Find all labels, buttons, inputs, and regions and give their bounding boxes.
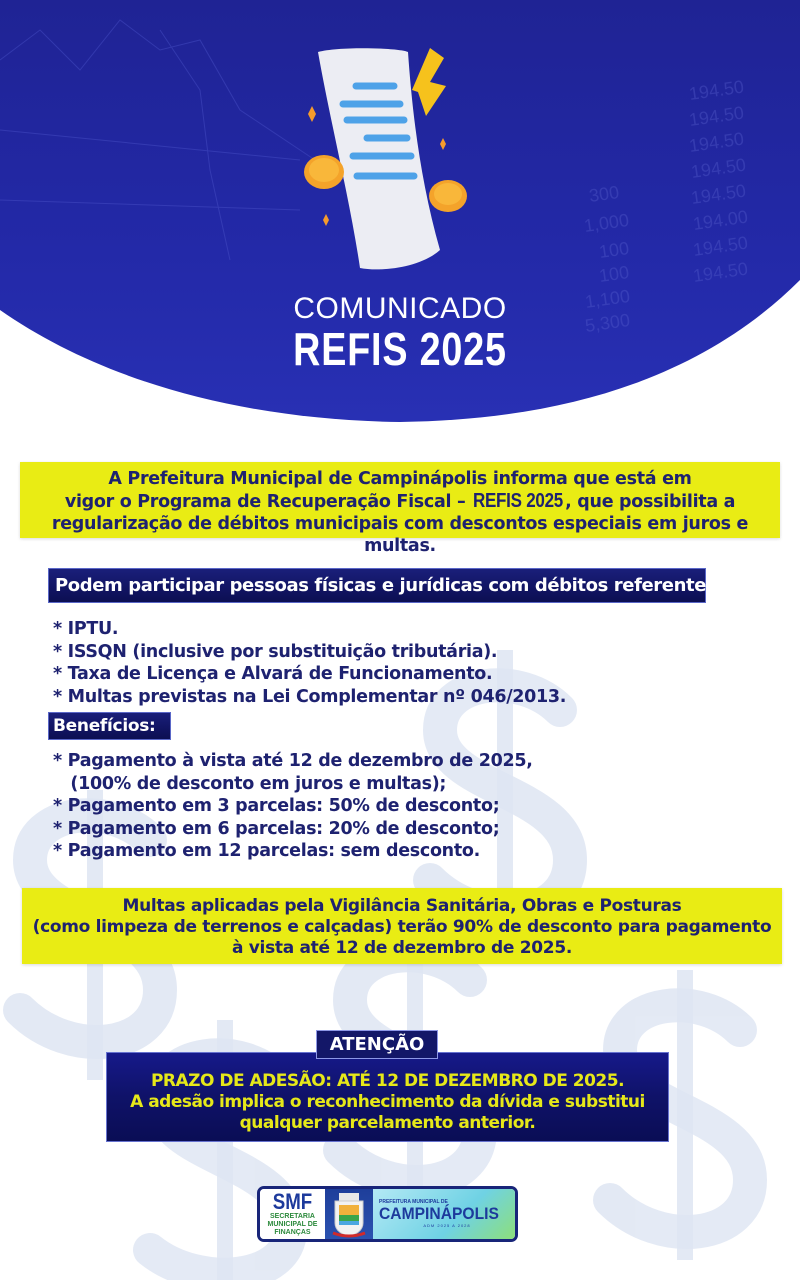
city-name: CAMPINÁPOLIS [379,1204,499,1223]
eligibility-list [53,618,566,708]
eligibility-heading: Podem participar pessoas físicas e jurídicas com débitos referentes a: [48,568,706,603]
refis-highlight: REFIS 2025 [473,490,564,512]
smf-logo [260,1189,325,1239]
intro-notice-box [20,462,780,556]
fines-notice-box [22,888,782,964]
fines-line-3: à vista até 12 de dezembro de 2025. [231,938,573,958]
svg-text:194.00: 194.00 [691,206,750,234]
list-item: * Taxa de Licença e Alvará de Funcionamento. [53,664,493,684]
list-item: * ISSQN (inclusive por substituição tributária). [53,641,498,662]
svg-text:194.50: 194.50 [689,154,748,182]
svg-text:1,100: 1,100 [583,285,632,312]
header-banner [0,0,800,440]
svg-text:1,000: 1,000 [582,209,631,236]
attention-line-3: qualquer parcelamento anterior. [239,1113,536,1133]
attention-tag: ATENÇÃO [316,1030,438,1059]
intro-line-1: A Prefeitura Municipal de Campinápolis informa que está em [108,469,692,489]
svg-text:194.50: 194.50 [687,102,746,130]
intro-line-2-end: , que possibilita a [565,492,736,512]
svg-text:194.50: 194.50 [689,180,748,208]
attention-line-2: A adesão implica o reconhecimento da dívida e substitui [130,1092,645,1112]
svg-text:194.50: 194.50 [691,258,750,286]
intro-line-3: regularização de débitos municipais com descontos especiais em juros e multas. [51,514,749,556]
svg-text:100: 100 [597,261,631,286]
city-logo [373,1189,515,1239]
intro-line-2 [20,490,780,513]
intro-line-2-start: vigor o Programa de Recuperação Fiscal – [64,492,472,512]
city-prefix: PREFEITURA MUNICIPAL DE [379,1199,448,1205]
list-item: * Pagamento em 3 parcelas: 50% de desconto; [53,796,500,816]
benefits-heading: Benefícios: [48,712,171,740]
list-item: * Pagamento em 12 parcelas: sem desconto. [53,841,480,861]
title-comunicado: COMUNICADO [293,292,507,325]
list-item: (100% de desconto em juros e multas); [53,773,447,794]
list-item: * IPTU. [53,619,119,639]
svg-text:194.50: 194.50 [687,76,746,104]
list-item: * Pagamento em 6 parcelas: 20% de desconto; [53,818,500,839]
city-crest-icon [325,1189,373,1239]
benefits-list [53,750,533,863]
svg-text:194.50: 194.50 [691,232,750,260]
deadline-line: PRAZO DE ADESÃO: ATÉ 12 DE DEZEMBRO DE 2025. [150,1071,625,1091]
smf-line-1: SECRETARIA [270,1213,315,1220]
list-item: * Multas previstas na Lei Complementar nº 046/2013. [53,686,567,707]
fines-line-1: Multas aplicadas pela Vigilância Sanitária, Obras e Posturas [122,896,682,916]
smf-acronym: SMF [272,1189,313,1214]
svg-text:194.50: 194.50 [687,128,746,156]
footer-logo [257,1186,518,1242]
smf-line-3: FINANÇAS [274,1229,311,1236]
list-item: * Pagamento à vista até 12 de dezembro de 2025, [53,751,533,771]
fines-line-2: (como limpeza de terrenos e calçadas) terão 90% de desconto para pagamento [32,917,772,937]
attention-box [106,1052,669,1142]
title-refis-2025: REFIS 2025 [293,323,507,375]
city-term: ADM 2025 A 2028 [423,1223,471,1228]
svg-text:300: 300 [587,181,621,206]
svg-text:5,300: 5,300 [583,309,632,336]
svg-text:100: 100 [597,237,631,262]
smf-line-2: MUNICIPAL DE [267,1221,318,1228]
